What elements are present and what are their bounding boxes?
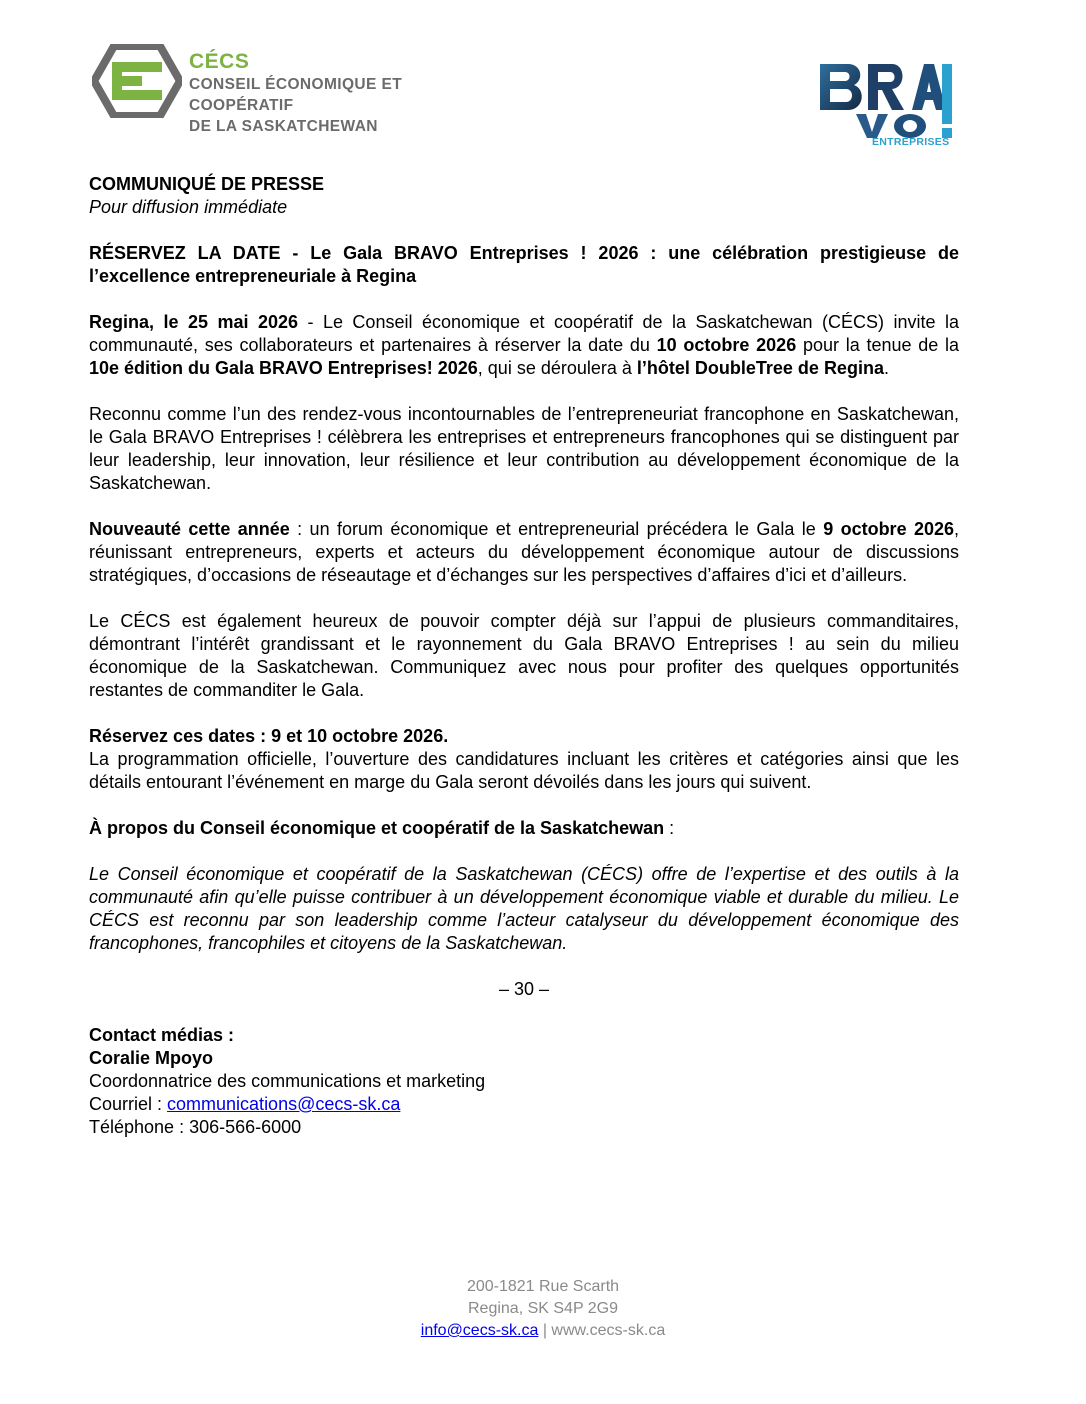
contact-role: Coordonnatrice des communications et marketing bbox=[89, 1071, 486, 1091]
bravo-wordmark-icon bbox=[818, 58, 958, 138]
footer-website: www.cecs-sk.ca bbox=[551, 1322, 666, 1339]
paragraph-intro bbox=[89, 311, 959, 380]
contact-email-line bbox=[89, 1093, 959, 1116]
gala-edition: 10e édition du Gala BRAVO Entreprises! 2026 bbox=[89, 358, 478, 378]
paragraph-recognition: Reconnu comme l’un des rendez-vous incontournables de l’entrepreneuriat francophone en Saskatchewan, le Gala BRAVO Entreprises ! célèbrera les entreprises et entrepreneurs francophones qui se distinguent par leur leadership, leur innovation, leur résilience et leur contribution au développement économique de la Saskatchewan. bbox=[89, 404, 959, 493]
bravo-logo bbox=[818, 58, 958, 154]
about-heading-suffix: : bbox=[664, 818, 675, 838]
gala-venue: l’hôtel DoubleTree de Regina bbox=[636, 358, 884, 378]
contact-phone: Téléphone : 306-566-6000 bbox=[89, 1117, 302, 1137]
footer bbox=[0, 1276, 1086, 1342]
about-text: Le Conseil économique et coopératif de la Saskatchewan (CÉCS) offre de l’expertise et des outils à la communauté afin qu’elle puisse contribuer à un développement économique viable et durable du milieu. Le CÉCS est reconnu par son leadership comme l’acteur catalyseur du développement économique des francophones, francophiles et citoyens de la Saskatchewan. bbox=[89, 864, 959, 953]
release-sublabel: Pour diffusion immédiate bbox=[89, 197, 288, 217]
footer-address-line2: Regina, SK S4P 2G9 bbox=[467, 1300, 619, 1317]
forum-label: Nouveauté cette année bbox=[89, 519, 290, 539]
dateline: Regina, le 25 mai 2026 bbox=[89, 312, 298, 332]
intro-text-3: , qui se déroulera à bbox=[477, 358, 637, 378]
footer-address-line1: 200-1821 Rue Scarth bbox=[466, 1278, 620, 1295]
about-heading: À propos du Conseil économique et coopératif de la Saskatchewan bbox=[89, 818, 665, 838]
cecs-name-line2: DE LA SASKATCHEWAN bbox=[189, 118, 378, 135]
forum-text-2: , réunissant entrepreneurs, experts et acteurs du développement économique autour de discussions stratégiques, d’occasions de réseautage et d’échanges sur les perspectives d’affaires d’ici et d’ailleurs. bbox=[89, 519, 960, 585]
release-label: COMMUNIQUÉ DE PRESSE bbox=[89, 174, 325, 194]
footer-email-link[interactable]: info@cecs-sk.ca bbox=[420, 1322, 539, 1339]
save-dates-heading: Réservez ces dates : 9 et 10 octobre 2026. bbox=[89, 726, 449, 746]
gala-date: 10 octobre 2026 bbox=[656, 335, 797, 355]
footer-links bbox=[0, 1320, 1086, 1342]
cecs-acronym: CÉCS bbox=[189, 50, 250, 73]
forum-text-1: : un forum économique et entrepreneurial précédera le Gala le bbox=[289, 519, 824, 539]
paragraph-forum bbox=[89, 518, 959, 587]
contact-email-link[interactable]: communications@cecs-sk.ca bbox=[167, 1094, 401, 1114]
cecs-logo bbox=[92, 44, 492, 135]
press-release-body bbox=[89, 173, 959, 1139]
bravo-caption: ENTREPRISES bbox=[872, 136, 950, 148]
footer-separator: | bbox=[538, 1322, 552, 1339]
contact-name: Coralie Mpoyo bbox=[89, 1048, 214, 1068]
about-heading-line bbox=[89, 817, 959, 840]
contact-heading: Contact médias : bbox=[89, 1025, 235, 1045]
intro-text-2: pour la tenue de la bbox=[796, 335, 959, 355]
intro-text-4: . bbox=[883, 358, 889, 378]
intro-text-1: - Le Conseil économique et coopératif de la Saskatchewan (CÉCS) invite la communauté, ses collaborateurs et partenaires à réserver la date du bbox=[89, 312, 959, 355]
headline: RÉSERVEZ LA DATE - Le Gala BRAVO Entreprises ! 2026 : une célébration prestigieuse de l’excellence entrepreneuriale à Regina bbox=[89, 243, 959, 286]
cecs-name-line1: CONSEIL ÉCONOMIQUE ET COOPÉRATIF bbox=[189, 76, 403, 114]
forum-date: 9 octobre 2026 bbox=[823, 519, 954, 539]
cecs-hexagon-icon bbox=[92, 44, 182, 118]
paragraph-sponsors: Le CÉCS est également heureux de pouvoir compter déjà sur l’appui de plusieurs commanditaires, démontrant l’intérêt grandissant et le rayonnement du Gala BRAVO Entreprises ! au sein du milieu économique de la Saskatchewan. Communiquez avec nous pour profiter des quelques opportunités restantes de commanditer le Gala. bbox=[89, 611, 959, 700]
contact-email-label: Courriel : bbox=[89, 1094, 168, 1114]
end-mark: – 30 – bbox=[498, 979, 550, 999]
save-dates-text: La programmation officielle, l’ouverture des candidatures incluant les critères et catégories ainsi que les détails entourant l’événement en marge du Gala seront dévoilés dans les jours qui suivent. bbox=[89, 749, 959, 792]
